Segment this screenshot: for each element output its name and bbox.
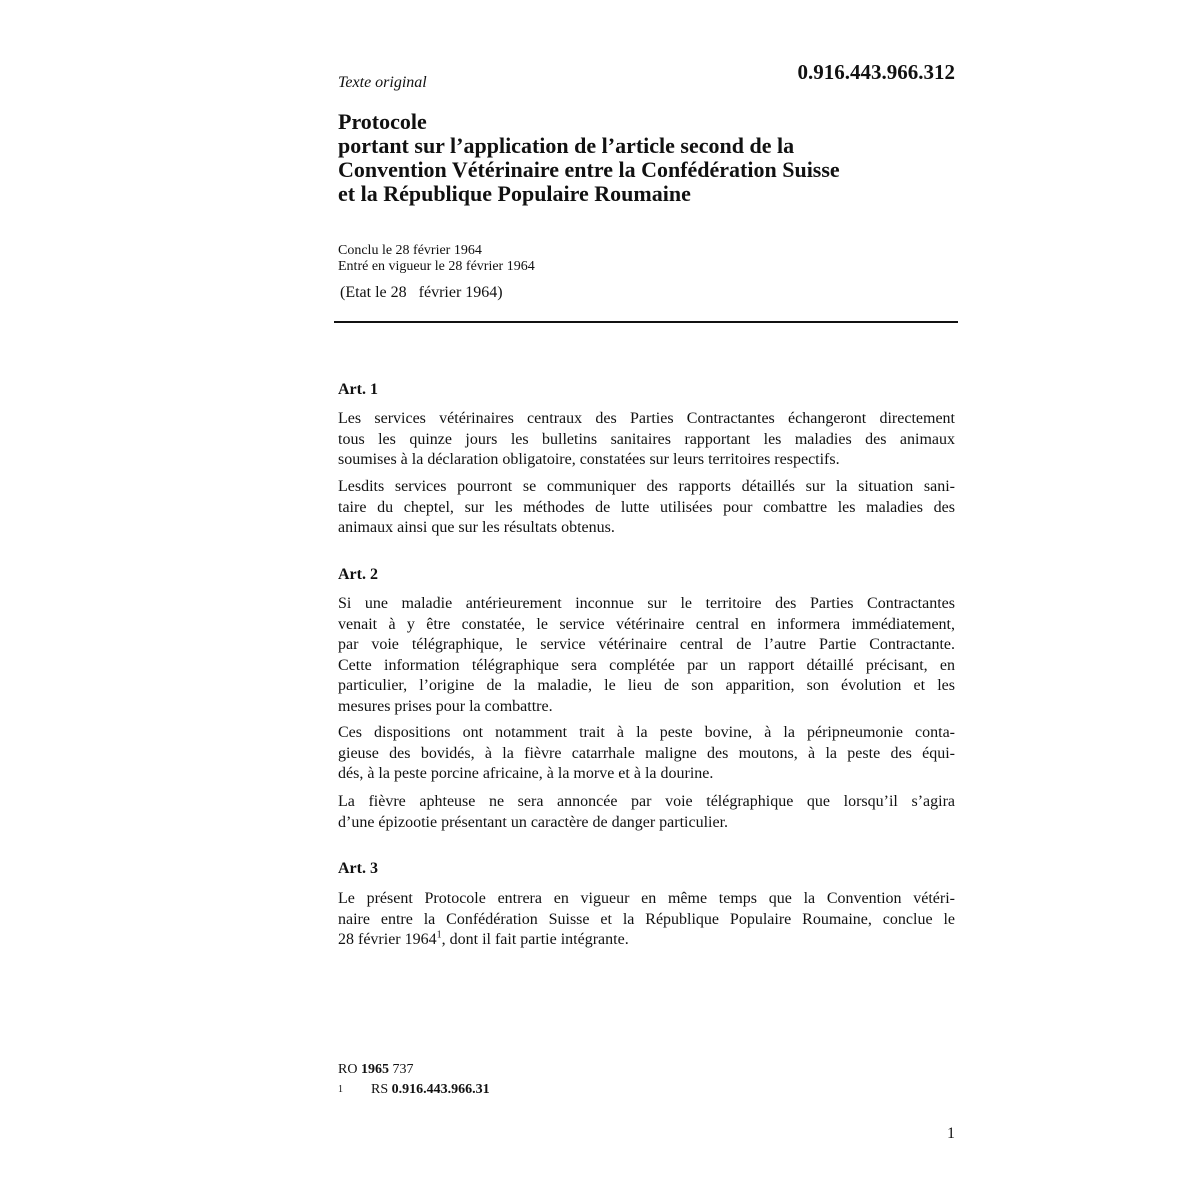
article-paragraph	[338, 409, 955, 471]
text-line: Ces dispositions ont notamment trait à la peste bovine, à la péripneumonie conta-	[338, 724, 955, 741]
text-fragment: , dont il fait partie intégrante.	[441, 931, 629, 948]
text-line: dés, à la peste porcine africaine, à la morve et à la dourine.	[338, 765, 714, 782]
text-line: par voie télégraphique, le service vétérinaire central de l’autre Partie Contractante.	[338, 636, 955, 653]
text-line: soumises à la déclaration obligatoire, constatées sur leurs territoires respectifs.	[338, 451, 840, 468]
in-force-date: Entré en vigueur le 28 février 1964	[338, 259, 535, 274]
article-heading: Art. 2	[338, 566, 378, 583]
article-paragraph	[338, 889, 955, 951]
text-line: taire du cheptel, sur les méthodes de lutte utilisées pour combattre les maladies des	[338, 498, 955, 516]
page-number: 1	[947, 1125, 955, 1142]
text-line: animaux ainsi que sur les résultats obtenus.	[338, 519, 615, 536]
text-line: Le présent Protocole entrera en vigueur en même temps que la Convention vétéri-	[338, 890, 955, 907]
text-line: particulier, l’origine de la maladie, le lieu de son apparition, son évolution et les	[338, 677, 955, 694]
concluded-date: Conclu le 28 février 1964	[338, 243, 482, 258]
document-number: 0.916.443.966.312	[797, 60, 955, 84]
ro-page: 737	[388, 1062, 414, 1077]
text-line: naire entre la Confédération Suisse et la République Populaire Roumaine, conclue le	[338, 910, 955, 928]
article-paragraph	[338, 477, 955, 539]
text-line: La fièvre aphteuse ne sera annoncée par voie télégraphique que lorsqu’il s’agira	[338, 793, 955, 810]
title-line: portant sur l’application de l’article second de la	[338, 133, 795, 158]
text-line: tous les quinze jours les bulletins sanitaires rapportant les maladies des animaux	[338, 430, 955, 448]
text-line: Les services vétérinaires centraux des Parties Contractantes échangeront directement	[338, 410, 955, 427]
ro-reference	[338, 1060, 490, 1080]
ro-year: 1965	[360, 1062, 389, 1077]
text-line: gieuse des bovidés, à la fièvre catarrhale maligne des moutons, à la peste des équi-	[338, 744, 955, 762]
text-line	[338, 930, 955, 951]
text-line: venait à y être constatée, le service vétérinaire central en informera immédiatement,	[338, 615, 955, 633]
title-line: et la République Populaire Roumaine	[338, 181, 691, 206]
text-line: Cette information télégraphique sera complétée par un rapport détaillé précisant, en	[338, 656, 955, 674]
text-line: mesures prises pour la combattre.	[338, 697, 553, 715]
footnotes	[338, 1060, 490, 1100]
article-paragraph	[338, 792, 955, 833]
ro-prefix: RO	[338, 1062, 361, 1077]
text-fragment: 28 février 1964	[338, 931, 437, 948]
header-divider	[334, 321, 958, 323]
text-line: Si une maladie antérieurement inconnue sur le territoire des Parties Contractantes	[338, 595, 955, 612]
footnote-reference[interactable]: 1	[436, 929, 442, 941]
footnote-marker: 1	[338, 1084, 343, 1095]
text-line: d’une épizootie présentant un caractère de danger particulier.	[338, 813, 729, 831]
title-line: Protocole	[338, 109, 427, 134]
article-paragraph	[338, 723, 955, 785]
title-line: Convention Vétérinaire entre la Confédération Suisse	[338, 157, 840, 182]
article-heading: Art. 1	[338, 381, 378, 398]
original-text-label: Texte original	[338, 74, 427, 91]
state-date: (Etat le 28 février 1964)	[340, 284, 503, 301]
document-dates	[338, 243, 535, 275]
article-paragraph	[338, 594, 955, 717]
footnote-1	[338, 1080, 490, 1100]
rs-number[interactable]: 0.916.443.966.31	[391, 1082, 490, 1097]
text-line: Lesdits services pourront se communiquer des rapports détaillés sur la situation sani-	[338, 478, 955, 495]
article-heading: Art. 3	[338, 860, 378, 877]
document-title	[338, 110, 978, 206]
rs-prefix: RS	[371, 1082, 392, 1097]
